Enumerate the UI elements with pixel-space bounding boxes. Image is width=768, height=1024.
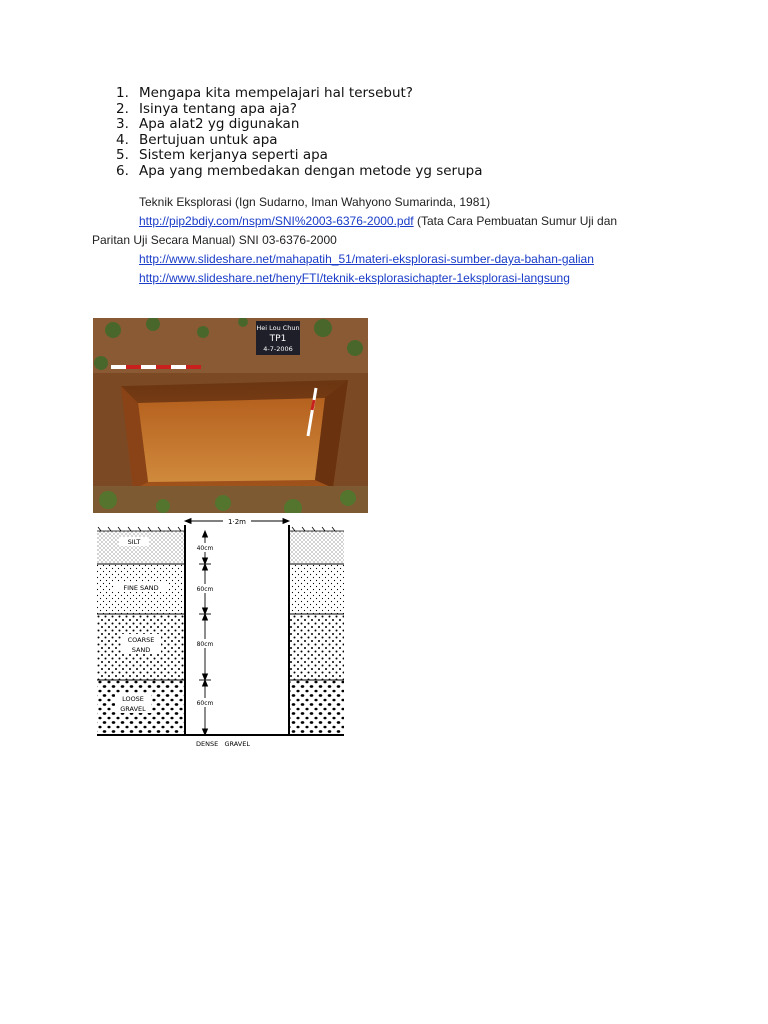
test-pit-diagram xyxy=(93,513,348,748)
question-number: 6. xyxy=(116,162,129,179)
reference-link-mahapatih xyxy=(92,250,672,269)
question-text: Apa alat2 yg digunakan xyxy=(139,116,300,133)
question-number: 1. xyxy=(116,85,129,101)
question-number: 4. xyxy=(116,131,129,148)
references xyxy=(92,193,672,288)
question-text: Mengapa kita mempelajari hal tersebut? xyxy=(139,85,413,101)
layer-label-coarse: COARSE xyxy=(127,636,155,644)
test-pit-photo xyxy=(93,318,368,513)
question-item xyxy=(116,133,483,149)
sign-text-date: 4-7-2006 xyxy=(263,345,293,353)
depth-label-loose-gravel: 60cm xyxy=(196,700,214,707)
layer-label-gravel: GRAVEL xyxy=(120,705,146,713)
layer-label-fine-sand: FINE SAND xyxy=(123,584,159,592)
question-item xyxy=(116,164,483,180)
question-number: 5. xyxy=(116,147,129,164)
layer-label-sand: SAND xyxy=(131,646,151,654)
reference-sni-title: (Tata Cara Pembuatan Sumur Uji dan xyxy=(413,214,618,228)
reference-book: Teknik Eksplorasi (Ign Sudarno, Iman Wahyono Sumarinda, 1981) xyxy=(139,195,491,209)
question-text: Bertujuan untuk apa xyxy=(139,131,278,148)
question-text: Isinya tentang apa aja? xyxy=(139,100,297,117)
question-number: 3. xyxy=(116,116,129,133)
question-item xyxy=(116,102,483,118)
sign-text-name: Hei Lou Chun xyxy=(256,324,300,332)
ruler-icon xyxy=(111,365,201,369)
test-pit-diagram-graphic xyxy=(93,513,348,748)
reference-sni xyxy=(92,212,672,231)
link-slideshare-mahapatih[interactable]: http://www.slideshare.net/mahapatih_51/materi-eksplorasi-sumber-daya-bahan-galian xyxy=(139,252,594,266)
reference-link-heny xyxy=(92,269,672,288)
question-item xyxy=(116,117,483,133)
question-text: Sistem kerjanya seperti apa xyxy=(139,147,328,164)
question-list xyxy=(116,86,483,180)
depth-label-fine-sand: 60cm xyxy=(196,586,214,593)
sign-text-id: TP1 xyxy=(269,334,287,344)
test-pit-photo-graphic xyxy=(93,318,368,513)
link-slideshare-heny[interactable]: http://www.slideshare.net/henyFTI/teknik-eksplorasichapter-1eksplorasi-langsung xyxy=(139,271,570,285)
reference-sni-continued: Paritan Uji Secara Manual) SNI 03-6376-2000 xyxy=(92,233,337,247)
site-sign xyxy=(256,321,300,355)
question-item xyxy=(116,86,483,102)
depth-label-silt: 40cm xyxy=(196,545,214,552)
question-item xyxy=(116,148,483,164)
layer-label-loose: LOOSE xyxy=(122,695,144,703)
bottom-layer-label: DENSE GRAVEL xyxy=(196,740,250,748)
question-number: 2. xyxy=(116,100,129,117)
link-sni-pdf[interactable]: http://pip2bdiy.com/nspm/SNI%2003-6376-2000.pdf xyxy=(139,214,414,228)
layer-label-silt: SILT xyxy=(127,538,141,546)
depth-label-coarse-sand: 80cm xyxy=(196,641,214,648)
question-text: Apa yang membedakan dengan metode yg serupa xyxy=(139,162,483,179)
width-label: 1·2m xyxy=(228,518,246,526)
